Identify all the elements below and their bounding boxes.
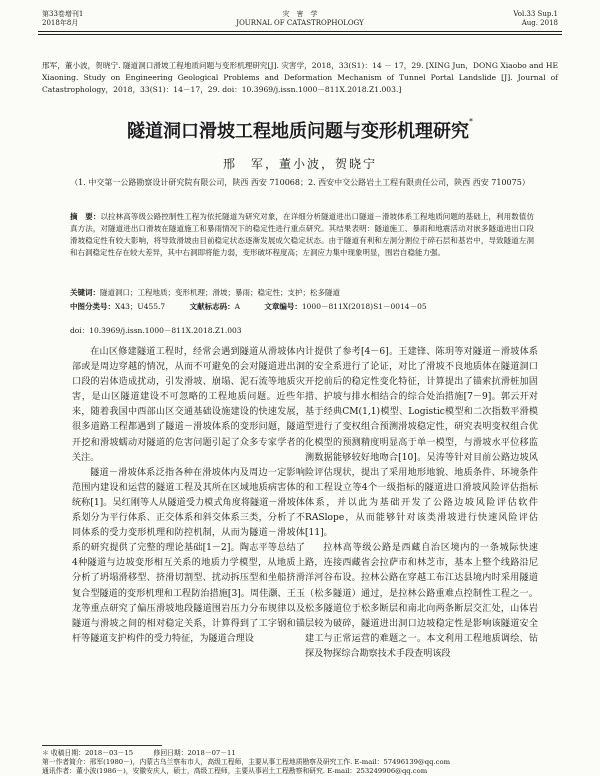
journal-volume-en	[513, 10, 558, 28]
footnote-corresponding-author: 通讯作者：董小波(1986－)，安徽安庆人，硕士，高级工程师，主要从事岩土工程勘察和研究. E-mail：253249906@qq.com	[42, 767, 428, 775]
clc-value: X43；U455.7	[115, 302, 166, 311]
footnote-rule	[42, 745, 162, 746]
date-en: Aug. 2018	[521, 19, 558, 27]
abstract-label: 摘 要：	[70, 212, 101, 221]
clc-label: 中图分类号：	[70, 302, 115, 311]
issue-date: 2018年8月	[42, 19, 79, 27]
authors: 邢 军，董小波，贺晓宁	[222, 157, 377, 171]
document-code	[190, 302, 240, 311]
article-id-value: 1000－811X(2018)S1－0014－05	[301, 302, 427, 311]
journal-name-cn: 灾 害 学	[282, 10, 318, 18]
citation-block: 邢军，董小波，贺晓宁. 隧道洞口滑坡工程地质问题与变形机理研究[J]. 灾害学，2018，33(S1)：14 － 17，29. [XING Jun，DONG Xiaobo and HE Xiaoning. Study on Engineering Geological Problems and Deformation Mechanism of Tunnel Portal Landslide [J]. Journal of Catastrophology，2018，33(S1)：14－17，29. doi：10.3969/j.issn.1000－811X.2018.Z1.003.]	[42, 61, 558, 94]
volume-issue: 第33卷增刊1	[42, 10, 84, 18]
title-text: 隧道洞口滑坡工程地质问题与变形机理研究	[127, 121, 469, 142]
classification-line	[70, 301, 534, 313]
paper-title	[0, 117, 600, 143]
affiliation: （1. 中交第一公路勘察设计研究院有限公司，陕西 西安 710068；2. 西安中交公路岩土工程有限责任公司，陕西 西安 710075）	[70, 178, 530, 187]
paragraph: 拉林高等级公路是西藏自治区境内的一条城际快速路，连接西藏省会拉萨市和林芝市，基本上整个线路沿尼洋河谷布设。拉林公路在穿越工布江达县境内时采用隧道（松多隧道）通过，是拉林公路重难点控制性工程之一。松多隧道位于松多断层和南北向两条断层交汇处，山体岩层较为破碎，隧道进出洞口边坡稳定性是影响该隧道安全建工与正常运营的难题之一。本文利用工程地质调绘、钻探及物探综合勘察技术手段查明该段	[305, 543, 538, 659]
keywords-label: 关键词：	[70, 288, 100, 297]
keywords	[70, 287, 534, 299]
journal-name-en: JOURNAL OF CATASTROPHOLOGY	[236, 19, 364, 27]
volume-en: Vol.33 Sup.1	[513, 10, 558, 18]
body-right-column	[305, 345, 538, 662]
journal-name	[0, 10, 600, 28]
abstract	[70, 211, 534, 259]
paragraph: 在山区修建隧道工程时，经常会遇到隧道从滑坡体内部或是周边穿越的情况，从而不可避免的会对隧道进出洞口段的岩体造成扰动，引发滑坡、崩塌、泥石流等地质灾害，是山区隧道建设不可忽略的工程地质问题。近些年来，随着我国中西部山区交通基础设施建设的快速发展，很多道路工程都遇到了隧道－滑坡体系的变形问题，隧道开挖和滑坡蠕动对隧道的危害问题引起了众多专家学者的关注。	[72, 347, 305, 463]
doccode-value: A	[234, 302, 240, 311]
abstract-text: 以拉林高等级公路控制性工程为依托隧道为研究对象，在详细分析隧道进出口隧道－滑坡体系工程地质问题的基础上，利用数值仿真方法，对隧道进出口滑坡在隧道施工和暴雨情况下的稳定性进行重点研究。其结果表明：隧道施工、暴雨和地震活动对嵌多隧道进出口段滑坡稳定性有较大影响，将导致滑坡由目前稳定状态逐渐发展成欠稳定状态。由于隧道有利和左洞分割位于碎石层和基岩中，导致隧道左洞和右洞稳定性存在较大差异，其中右洞即将能力弱，变形破坏程度高；左洞应力集中现象明显，围岩自稳能力强。	[70, 212, 535, 257]
title-footnote-mark: *	[469, 117, 473, 126]
paragraph: 隧道－滑坡体系泛指各种在滑坡体内及周边一定影响范围内建设和运营的隧道工程及其所在区域地质病害体的统称[1]。吴红刚等人从隧道受力模式角度将隧道－滑坡体系划分为平行体系、正交体系和斜交体系三类，分析了不同体系的受力变形机理和防控机制，从而为隧道－滑坡体系的研究提供了完整的理论基础[1－2]。陶志平等总结了4种隧道与边坡变形相互关系的地质力学模型，从地质上分析了坍塌滑移型、挤滑切割型、扰动拆压型和坐船挤滑复合型隧道的变形机理和工程防治措施[3]。周佳灏、王玉龙等重点研究了偏压滑坡地段隧道围岩压力分布规律以及隧道与滑坡之间的相对稳定关系，计算得到了工字钢和锚杆等隧道支护构件的受力特征，为隧道合理设	[72, 467, 305, 644]
header-rule	[38, 31, 562, 32]
body-left-column	[72, 345, 305, 647]
article-id-label: 文章编号：	[264, 302, 302, 311]
doccode-label: 文献标志码：	[189, 302, 235, 311]
footnote-first-author: 第一作者简介：邢军(1980－)，内蒙古乌兰察布市人，高级工程师，主要从事工程地质勘察及研究工作. E-mail：57496139@qq.com	[42, 758, 451, 766]
doi: doi：10.3969/j.issn.1000－811X.2018.Z1.003	[70, 326, 242, 335]
article-id	[264, 302, 426, 311]
header-rule-thin	[38, 34, 562, 35]
clc-number	[70, 302, 165, 311]
keywords-text: 隧道洞口；工程地质；变形机理；滑坡；暴雨；稳定性；支护；松多隧道	[100, 288, 340, 297]
paragraph: 计提供了参考[4－6]。王建锋、陈玥等对隧道－滑坡体系的安全系进行了论证，对比了滑坡不良地质体在隧道洞口开挖前后的稳定性变化特征，计算提出了锚索抗滑桩加固措、护坡与排水相结合的综合处治措施[7－9]。郭云开对基于经典CM(1,1)模型、Logistic模型和二次指数平滑模型进行了变权组合预测滑坡稳定性，研究表明变权组合优化模型的预测精度明显高于单一模型，与滑坡水平位移监测数据能够较好地吻合[10]。吴涛等针对目前公路边坡风险评估现状，提出了采用地形地貌、地质条件、环境条件和工程设立等4个一级指标的隧道进口滑坡风险评估指标体系，并以此为基础开发了公路边坡风险评估软件RASlope，从而能够针对该类滑坡进行快速风险评估[11]。	[305, 347, 538, 539]
footnote-received: ＊ 收稿日期：2018－03－15 修回日期：2018－07－11	[42, 749, 236, 757]
